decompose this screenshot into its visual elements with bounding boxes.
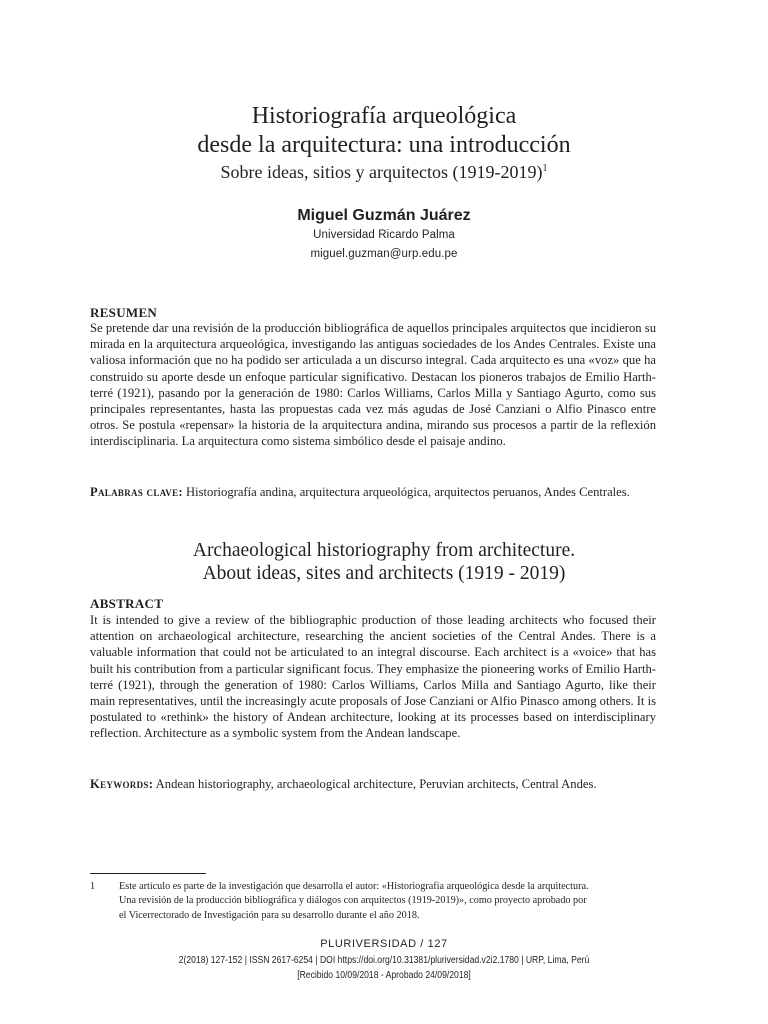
subtitle-text: Sobre ideas, sitios y arquitectos (1919-2019) [220, 162, 543, 182]
author-name: Miguel Guzmán Juárez [297, 207, 471, 224]
author-affiliation: Universidad Ricardo Palma [313, 229, 455, 241]
english-title-line-2: About ideas, sites and architects (1919 - 2019) [202, 563, 566, 584]
resumen-text: Se pretende dar una revisión de la producción bibliográfica de aquellos principales arquitectos que incidieron su mirada en la arquitectura arqueológica, investigando las antiguas sociedades de los Andes Centrales. Existe una valiosa información que no ha podido ser articulada a un discurso integral. Cada arquitecto es una «voz» que ha construido su aporte desde un enfoque particular significativo. Destacan los pioneros trabajos de Emilio Harth-terré (1921), pasando por la generación de 1980: Carlos Williams, Carlos Milla y Santiago Agurto, como sus principales representantes, hasta las propuestas cada vez más agudas de José Canziani o Alfio Pinasco entre otros. Se postula «repensar» la historia de la arquitectura andina, mirando sus procesos a partir de la reflexión interdisciplinaria. La arquitectura como sistema simbólico desde el paisaje andino. [90, 321, 656, 449]
resumen-heading: RESUMEN [90, 305, 158, 320]
palabras-clave-label: Palabras clave: [90, 485, 183, 499]
keywords [90, 776, 670, 792]
journal-citation[interactable]: 2(2018) 127-152 | ISSN 2617-6254 | DOI https://doi.org/10.31381/pluriversidad.v2i2.1780 | URP, Lima, Perú [178, 955, 590, 966]
abstract-heading: ABSTRACT [90, 596, 164, 611]
author-email[interactable]: miguel.guzman@urp.edu.pe [310, 248, 458, 260]
footnote-number: 1 [90, 881, 96, 892]
article-subtitle [60, 160, 708, 184]
journal-page-number: PLURIVERSIDAD / 127 [320, 938, 448, 950]
footnote-text [119, 880, 670, 923]
palabras-clave [90, 484, 670, 500]
footnote-line-3: el Vicerrectorado de Investigación para su desarrollo durante el año 2018. [119, 909, 420, 921]
footnote-divider [90, 873, 206, 874]
footnote-line-1: Este artículo es parte de la investigación que desarrolla el autor: «Historiografía arqueológica desde la arquitectura. [119, 881, 589, 892]
english-title-line-1: Archaeological historiography from architecture. [192, 540, 576, 561]
footnote-reference[interactable]: 1 [542, 163, 548, 174]
title-line-1: Historiografía arqueológica [251, 103, 517, 129]
submission-dates: [Recibido 10/09/2018 - Aprobado 24/09/2018] [297, 970, 471, 981]
keywords-text: Andean historiography, archaeological architecture, Peruvian architects, Central Andes. [155, 777, 597, 791]
keywords-label: Keywords: [90, 777, 154, 791]
footnote-line-2: Una revisión de la producción bibliográfica y diálogos con arquitectos (1919-2019)», como proyecto aprobado por [119, 895, 587, 907]
english-title [60, 539, 708, 585]
title-line-2: desde la arquitectura: una introducción [197, 132, 571, 158]
article-title [60, 102, 708, 160]
palabras-clave-text: Historiografía andina, arquitectura arqueológica, arquitectos peruanos, Andes Centrales. [186, 485, 630, 499]
abstract-text: It is intended to give a review of the bibliographic production of those leading architects who focused their attention on archaeological architecture, researching the ancient societies of the Central Andes. There is a valuable information that could not be articulated to an integral discourse. Each architect is a «voice» that has built his contribution from a particular significant focus. They emphasize the pioneering works of Emilio Harth-terré (1921), through the generation of 1980: Carlos Williams, Carlos Milla and Santiago Agurto, like their main representatives, until the increasingly acute proposals of Jose Canziani or Alfio Pinasco among others. It is postulated to «rethink» the history of Andean architecture, looking at its processes based on interdisciplinary reflection. Architecture as a symbolic system from the Andean landscape. [90, 613, 656, 741]
